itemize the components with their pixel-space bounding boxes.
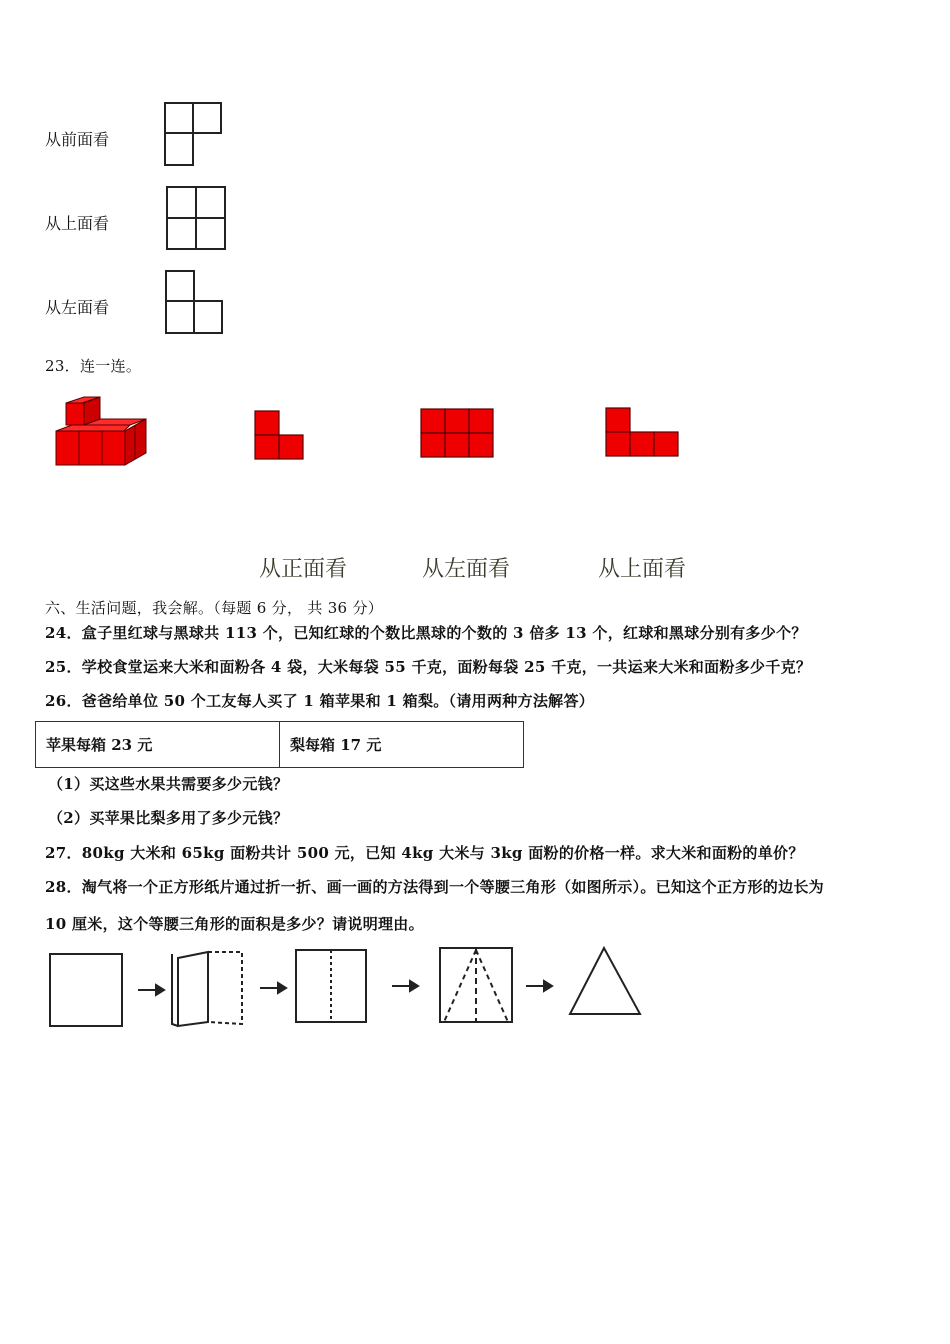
view-label-top: 从上面看 <box>45 214 110 233</box>
question-26-sub1: （1）买这些水果共需要多少元钱？ <box>48 775 289 793</box>
q23-label-front: 从正面看 <box>259 557 348 582</box>
apple-price-cell: 苹果每箱 23 元 <box>36 722 280 768</box>
question-26: 26．爸爸给单位 50 个工友每人买了 1 箱苹果和 1 箱梨。（请用两种方法解答） <box>45 692 595 710</box>
pear-price-cell: 梨每箱 17 元 <box>280 722 524 768</box>
rectangle-blocks-2x3 <box>420 408 496 460</box>
top-view-figure <box>166 186 226 250</box>
question-26-sub2: （2）买苹果比梨多用了多少元钱？ <box>48 809 289 827</box>
question-25: 25．学校食堂运来大米和面粉各 4 袋，大米每袋 55 千克，面粉每袋 25 千克，一共运来大米和面粉多少千克？ <box>45 658 812 676</box>
front-view-figure <box>164 102 224 166</box>
folding-diagram <box>40 940 660 1040</box>
triangle-icon <box>570 948 640 1014</box>
left-view-figure <box>165 270 225 334</box>
price-table <box>35 721 524 768</box>
q23-label-left: 从左面看 <box>422 557 511 582</box>
section-heading: 六、生活问题，我会解。（每题 6 分， 共 36 分） <box>45 599 384 617</box>
question-28-line1: 28．淘气将一个正方形纸片通过折一折、画一画的方法得到一个等腰三角形（如图所示）。已知这个正方形的边长为 <box>45 878 824 896</box>
q23-title: 23．连一连。 <box>45 357 142 375</box>
isometric-blocks-figure <box>50 395 150 470</box>
question-24: 24．盒子里红球与黑球共 113 个，已知红球的个数比黑球的个数的 3 倍多 13 个，红球和黑球分别有多少个？ <box>45 624 807 642</box>
question-28-line2: 10 厘米，这个等腰三角形的面积是多少？请说明理由。 <box>45 915 424 933</box>
q23-label-top: 从上面看 <box>598 557 687 582</box>
view-label-left: 从左面看 <box>45 298 110 317</box>
l-shape-blocks-long <box>605 407 681 459</box>
question-27: 27．80kg 大米和 65kg 面粉共计 500 元，已知 4kg 大米与 3kg 面粉的价格一样。求大米和面粉的单价？ <box>45 844 804 862</box>
l-shape-blocks-small <box>254 410 306 462</box>
square-paper-icon <box>50 954 122 1026</box>
view-label-front: 从前面看 <box>45 130 110 149</box>
